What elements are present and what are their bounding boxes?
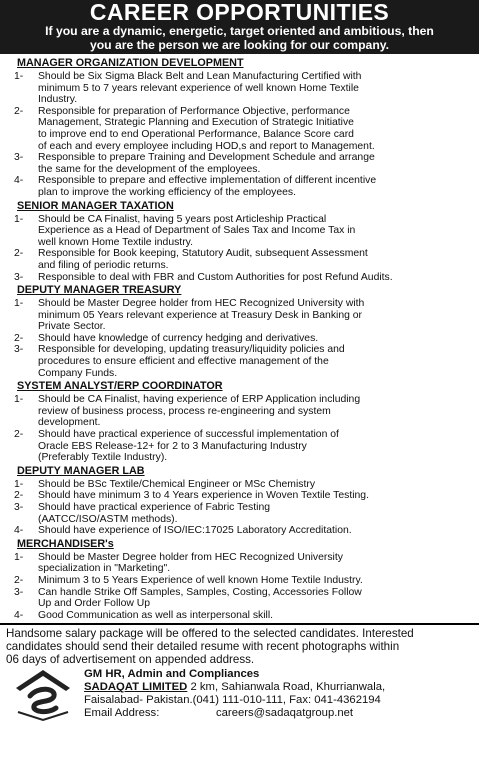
requirement-line: Company Funds. [38, 367, 118, 379]
requirement-text [38, 502, 469, 525]
requirement-item [14, 552, 469, 575]
requirement-line: Management, Strategic Planning and Execution of Strategic Initiative [38, 117, 354, 129]
requirement-item [14, 344, 469, 379]
requirement-number: 3- [14, 344, 24, 356]
application-instructions [0, 623, 479, 666]
requirement-item [14, 214, 469, 249]
header-banner [0, 0, 479, 54]
requirement-item [14, 525, 469, 537]
requirement-line: Oracle EBS Release-12+ for 2 to 3 Manufacturing Industry [38, 440, 307, 452]
requirement-line: Should have practical experience of Fabric Testing [38, 502, 270, 513]
requirement-line: Industry. [38, 94, 78, 106]
requirement-text [38, 248, 469, 271]
requirement-text [38, 490, 469, 502]
requirement-item [14, 394, 469, 429]
requirement-line: Experience as a Head of Department of Sales Tax and Income Tax in [38, 225, 356, 237]
requirement-text [38, 479, 469, 491]
requirement-text [38, 272, 469, 284]
requirement-text [38, 575, 469, 587]
page-title: CAREER OPPORTUNITIES [89, 0, 390, 25]
requirement-item [14, 106, 469, 152]
company-name: SADAQAT LIMITED [84, 681, 188, 694]
position-title: DEPUTY MANAGER TREASURY [17, 284, 182, 297]
requirement-item [14, 479, 469, 491]
requirement-number: 1- [14, 213, 24, 225]
requirement-item [14, 490, 469, 502]
requirement-text [38, 344, 469, 379]
requirement-number: 3- [14, 586, 24, 598]
requirement-text [38, 525, 469, 537]
requirement-line: Private Sector. [38, 321, 106, 333]
requirement-text [38, 610, 469, 622]
requirement-line: Should be CA Finalist, having experience of ERP Application including [38, 394, 361, 406]
requirement-text [38, 175, 469, 198]
position-section [14, 380, 469, 464]
requirement-number: 3- [14, 502, 24, 513]
salary-line-1: Handsome salary package will be offered to the selected candidates. Interested [6, 627, 414, 641]
requirement-line: Responsible to prepare and effective implementation of different incentive [38, 175, 377, 187]
requirement-text [38, 552, 469, 575]
requirement-number: 1- [14, 394, 24, 406]
requirement-item [14, 429, 469, 464]
requirement-line: the same for the development of the employees. [38, 163, 261, 175]
requirement-line: plan to improve the working efficiency of the employees. [38, 186, 296, 198]
requirement-line: Should be Master Degree holder from HEC Recognized University with [38, 298, 365, 310]
requirement-line: development. [38, 417, 101, 429]
requirement-line: of each and every employee including HOD,s and report to Management. [38, 140, 375, 152]
requirement-number: 4- [14, 525, 24, 537]
requirement-line: minimum 05 Years relevant experience at Treasury Desk in Banking or [38, 309, 363, 321]
address-line-1 [84, 681, 473, 694]
requirement-item [14, 248, 469, 271]
requirement-text [38, 214, 469, 249]
requirement-item [14, 298, 469, 333]
requirement-line: specialization in "Marketing". [38, 563, 171, 575]
requirement-item [14, 71, 469, 106]
email-label: Email Address: [84, 707, 160, 720]
requirement-number: 2- [14, 105, 24, 117]
position-title: SYSTEM ANALYST/ERP COORDINATOR [17, 380, 223, 393]
requirement-item [14, 272, 469, 284]
email-row [84, 707, 473, 720]
subtitle-line-1: If you are a dynamic, energetic, target oriented and ambitious, then [45, 24, 434, 38]
requirement-text [38, 394, 469, 429]
requirement-item [14, 587, 469, 610]
requirement-line: Responsible for preparation of Performance Objective, performance [38, 105, 350, 117]
email-address[interactable]: careers@sadaqatgroup.net [216, 707, 354, 720]
company-logo-icon [10, 668, 76, 724]
requirement-line: to improve end to end Operational Performance, Balance Score card [38, 128, 354, 140]
requirement-number: 1- [14, 551, 24, 563]
position-title: MANAGER ORGANIZATION DEVELOPMENT [17, 57, 244, 69]
contact-details [84, 668, 473, 724]
requirement-text [38, 152, 469, 175]
position-title: MERCHANDISER's [17, 537, 114, 550]
position-section [14, 465, 469, 537]
requirement-line: Should be Six Sigma Black Belt and Lean Manufacturing Certified with [38, 71, 362, 82]
salary-line-2: candidates should send their detailed resume with recent photographs within [6, 640, 400, 654]
requirement-line: Should have experience of ISO/IEC:17025 Laboratory Accreditation. [38, 525, 352, 537]
requirement-item [14, 610, 469, 622]
requirement-line: Should have knowledge of currency hedging and derivatives. [38, 332, 319, 344]
requirement-number: 3- [14, 152, 24, 164]
position-title: DEPUTY MANAGER LAB [17, 464, 145, 477]
requirement-number: 1- [14, 478, 24, 490]
position-section [14, 200, 469, 284]
requirement-item [14, 502, 469, 525]
requirement-item [14, 575, 469, 587]
requirement-line: Should be BSc Textile/Chemical Engineer or MSc Chemistry [38, 478, 316, 490]
position-section [14, 538, 469, 622]
requirement-number: 2- [14, 332, 24, 344]
requirement-item [14, 152, 469, 175]
requirement-line: Good Communication as well as interpersonal skill. [38, 609, 274, 621]
requirement-text [38, 333, 469, 345]
requirement-number: 1- [14, 298, 24, 310]
requirement-line: Responsible to prepare Training and Development Schedule and arrange [38, 152, 375, 164]
requirement-text [38, 587, 469, 610]
address-line-2: Faisalabad- Pakistan.(041) 111-010-111, Fax: 041-4362194 [84, 694, 381, 707]
requirement-number: 2- [14, 490, 24, 502]
positions-list [0, 54, 479, 621]
requirement-number: 4- [14, 175, 24, 187]
position-title: SENIOR MANAGER TAXATION [17, 199, 174, 212]
requirement-line: Should have practical experience of successful implementation of [38, 429, 339, 441]
requirement-number: 2- [14, 429, 24, 441]
requirement-line: Responsible for developing, updating treasury/liquidity policies and [38, 344, 345, 356]
requirement-number: 2- [14, 574, 24, 586]
requirement-text [38, 71, 469, 106]
requirement-number: 4- [14, 609, 24, 621]
requirement-line: (Preferably Textile Industry). [38, 452, 168, 464]
requirement-line: Responsible for Book keeping, Statutory Audit, subsequent Assessment [38, 248, 368, 260]
requirement-line: and filing of periodic returns. [38, 259, 169, 271]
requirement-line: procedures to ensure efficient and effective management of the [38, 356, 329, 368]
position-section [14, 57, 469, 199]
contact-block [0, 666, 479, 724]
requirement-item [14, 333, 469, 345]
requirement-text [38, 106, 469, 152]
requirement-line: Up and Order Follow Up [38, 598, 151, 610]
requirement-text [38, 429, 469, 464]
requirement-number: 1- [14, 71, 24, 82]
contact-title: GM HR, Admin and Compliances [84, 668, 260, 681]
salary-line-3: 06 days of advertisement on appended address. [6, 653, 255, 667]
requirement-line: (AATCC/ISO/ASTM methods). [38, 513, 178, 525]
company-logo [10, 668, 76, 724]
requirement-line: review of business process, process re-engineering and system [38, 405, 331, 417]
requirement-number: 3- [14, 271, 24, 283]
requirement-item [14, 175, 469, 198]
requirement-line: Should have minimum 3 to 4 Years experience in Woven Textile Testing. [38, 490, 369, 502]
requirement-line: Minimum 3 to 5 Years Experience of well known Home Textile Industry. [38, 574, 363, 586]
requirement-line: Can handle Strike Off Samples, Samples, Costing, Accessories Follow [38, 586, 362, 598]
address-street: 2 km, Sahianwala Road, Khurrianwala, [187, 681, 386, 694]
requirement-line: minimum 5 to 7 years relevant experience of well known Home Textile [38, 82, 359, 94]
requirement-line: Should be CA Finalist, having 5 years post Articleship Practical [38, 213, 327, 225]
position-section [14, 284, 469, 379]
requirement-text [38, 298, 469, 333]
requirement-number: 2- [14, 248, 24, 260]
subtitle-line-2: you are the person we are looking for our company. [89, 38, 390, 52]
requirement-line: Should be Master Degree holder from HEC Recognized University [38, 551, 343, 563]
requirement-line: Responsible to deal with FBR and Custom Authorities for post Refund Audits. [38, 271, 393, 283]
requirement-line: well known Home Textile industry. [38, 236, 193, 248]
